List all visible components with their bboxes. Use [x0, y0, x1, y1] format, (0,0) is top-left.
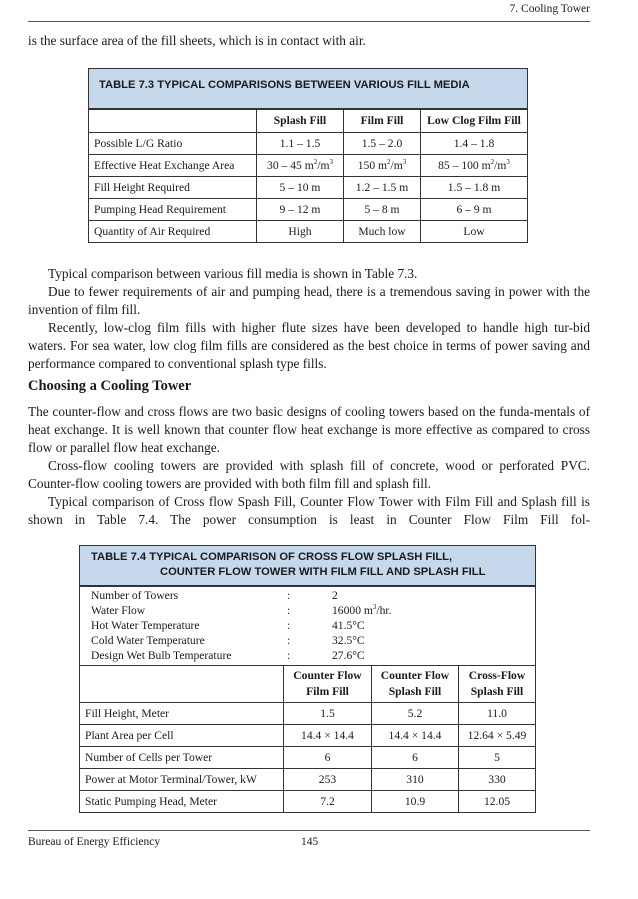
table-cell: 11.0: [459, 703, 536, 725]
spec-sep: :: [287, 604, 291, 617]
paragraph: Typical comparison of Cross flow Spash Fill, Counter Flow Tower with Film Fill and Splash fill is shown in Table 7.4. The power consumption is least in Counter Flow Film Fill fol-: [28, 494, 590, 527]
table-cell: 30 – 45 $m^2/m^3$: [257, 155, 344, 177]
page-number: 145: [301, 836, 319, 848]
table-row: [80, 666, 536, 703]
intro-line: is the surface area of the fill sheets, which is in contact with air.: [28, 33, 366, 48]
row-label: Possible L/G Ratio: [89, 133, 257, 155]
table-row: [89, 109, 528, 133]
table-cell: 1.5 – 2.0: [344, 133, 421, 155]
spec-label: Cold Water Temperature: [91, 634, 205, 647]
spec-value: 2: [332, 589, 338, 602]
table-cell: 5 – 10 m: [257, 177, 344, 199]
spec-value: 41.5°C: [332, 619, 365, 632]
table-cell: 5 – 8 m: [344, 199, 421, 221]
table-cell: 14.4 × 14.4: [372, 725, 459, 747]
footer-publisher: Bureau of Energy Efficiency: [28, 836, 161, 848]
paragraph: Typical comparison between various fill media is shown in Table 7.3.: [48, 266, 418, 281]
spec-sep: :: [287, 634, 291, 647]
table-cell: Much low: [344, 221, 421, 243]
row-label: Number of Cells per Tower: [80, 747, 284, 769]
table-7-4: [79, 665, 536, 813]
table-row: [89, 221, 528, 243]
spec-row: [91, 633, 392, 648]
row-label: Pumping Head Requirement: [89, 199, 257, 221]
table-7-4-title-line1: TABLE 7.4 TYPICAL COMPARISON OF CROSS FLOW SPLASH FILL,: [91, 551, 453, 563]
table-7-4-caption: [79, 545, 536, 587]
paragraph: The counter-flow and cross flows are two basic designs of cooling towers based on the funda-mentals of heat exchange. It is well known that counter flow heat exchange is more effective as compared to cross flow or parallel flow heat exchange.: [28, 404, 590, 455]
header-cell-blank: [89, 109, 257, 133]
spec-label: Hot Water Temperature: [91, 619, 200, 632]
spec-label: Design Wet Bulb Temperature: [91, 649, 232, 662]
row-label: Static Pumping Head, Meter: [80, 791, 284, 813]
table-row: [80, 747, 536, 769]
row-label: Fill Height Required: [89, 177, 257, 199]
table-row: [80, 725, 536, 747]
col-header: Splash Fill: [257, 109, 344, 133]
table-cell: Low: [421, 221, 528, 243]
spec-value: 16000 $m^3/hr$.: [332, 603, 392, 617]
design-specs-box: [79, 585, 536, 665]
table-7-3: [88, 108, 528, 243]
row-label: Effective Heat Exchange Area: [89, 155, 257, 177]
paragraph: Recently, low-clog film fills with higher flute sizes have been developed to handle high tur-bid waters. For sea water, low clog film fills are considered as the best choice in terms of power saving and performance compared to conventional splash type fills.: [28, 320, 590, 371]
spec-value: 27.6°C: [332, 649, 365, 662]
spec-row: [91, 603, 392, 618]
table-cell: 330: [459, 769, 536, 791]
table-7-3-title: TABLE 7.3 TYPICAL COMPARISONS BETWEEN VARIOUS FILL MEDIA: [99, 79, 470, 91]
col-header: Low Clog Film Fill: [421, 109, 528, 133]
spec-row: [91, 618, 392, 633]
table-cell: 14.4 × 14.4: [284, 725, 372, 747]
table-cell: 12.64 × 5.49: [459, 725, 536, 747]
table-cell: 5: [459, 747, 536, 769]
row-label: Fill Height, Meter: [80, 703, 284, 725]
table-cell: 6: [372, 747, 459, 769]
spec-sep: :: [287, 619, 291, 632]
table-cell: 1.4 – 1.8: [421, 133, 528, 155]
table-7-4-title-line2: COUNTER FLOW TOWER WITH FILM FILL AND SPLASH FILL: [160, 566, 486, 578]
table-cell: 1.2 – 1.5 m: [344, 177, 421, 199]
spec-row: [91, 588, 392, 603]
row-label: Plant Area per Cell: [80, 725, 284, 747]
row-label: Power at Motor Terminal/Tower, kW: [80, 769, 284, 791]
spec-label: Number of Towers: [91, 589, 179, 602]
paragraph: Cross-flow cooling towers are provided with splash fill of concrete, wood or perforated PVC. Counter-flow cooling towers are provided with both film fill and splash fill.: [28, 458, 590, 491]
spec-value: 32.5°C: [332, 634, 365, 647]
table-cell: 6 – 9 m: [421, 199, 528, 221]
table-cell: 310: [372, 769, 459, 791]
table-cell: 6: [284, 747, 372, 769]
table-row: [80, 791, 536, 813]
running-header: 7. Cooling Tower: [509, 3, 590, 15]
col-header: Counter Flow Splash Fill: [372, 666, 459, 703]
col-header: Counter Flow Film Fill: [284, 666, 372, 703]
table-cell: High: [257, 221, 344, 243]
table-cell: 253: [284, 769, 372, 791]
table-row: [89, 177, 528, 199]
table-cell: 9 – 12 m: [257, 199, 344, 221]
table-cell: 150 $m^2/m^3$: [344, 155, 421, 177]
table-cell: 1.1 – 1.5: [257, 133, 344, 155]
footer-rule: [28, 830, 590, 831]
table-cell: 85 – 100 $m^2/m^3$: [421, 155, 528, 177]
table-cell: 10.9: [372, 791, 459, 813]
table-row: [80, 769, 536, 791]
table-cell: 12.05: [459, 791, 536, 813]
table-7-3-caption: [88, 68, 528, 110]
table-cell: 7.2: [284, 791, 372, 813]
table-row: [89, 155, 528, 177]
row-label: Quantity of Air Required: [89, 221, 257, 243]
section-heading: Choosing a Cooling Tower: [28, 378, 192, 394]
table-row: [89, 199, 528, 221]
col-header: Film Fill: [344, 109, 421, 133]
table-row: [89, 133, 528, 155]
spec-row: [91, 648, 392, 663]
table-cell: 5.2: [372, 703, 459, 725]
table-cell: 1.5: [284, 703, 372, 725]
table-row: [80, 703, 536, 725]
table-cell: 1.5 – 1.8 m: [421, 177, 528, 199]
paragraph: Due to fewer requirements of air and pumping head, there is a tremendous saving in power with the invention of film fill.: [28, 284, 590, 317]
design-specs: [91, 588, 392, 663]
header-rule: [28, 21, 590, 22]
col-header: Cross-Flow Splash Fill: [459, 666, 536, 703]
header-cell-blank: [80, 666, 284, 703]
spec-sep: :: [287, 589, 291, 602]
spec-label: Water Flow: [91, 604, 146, 617]
spec-sep: :: [287, 649, 291, 662]
